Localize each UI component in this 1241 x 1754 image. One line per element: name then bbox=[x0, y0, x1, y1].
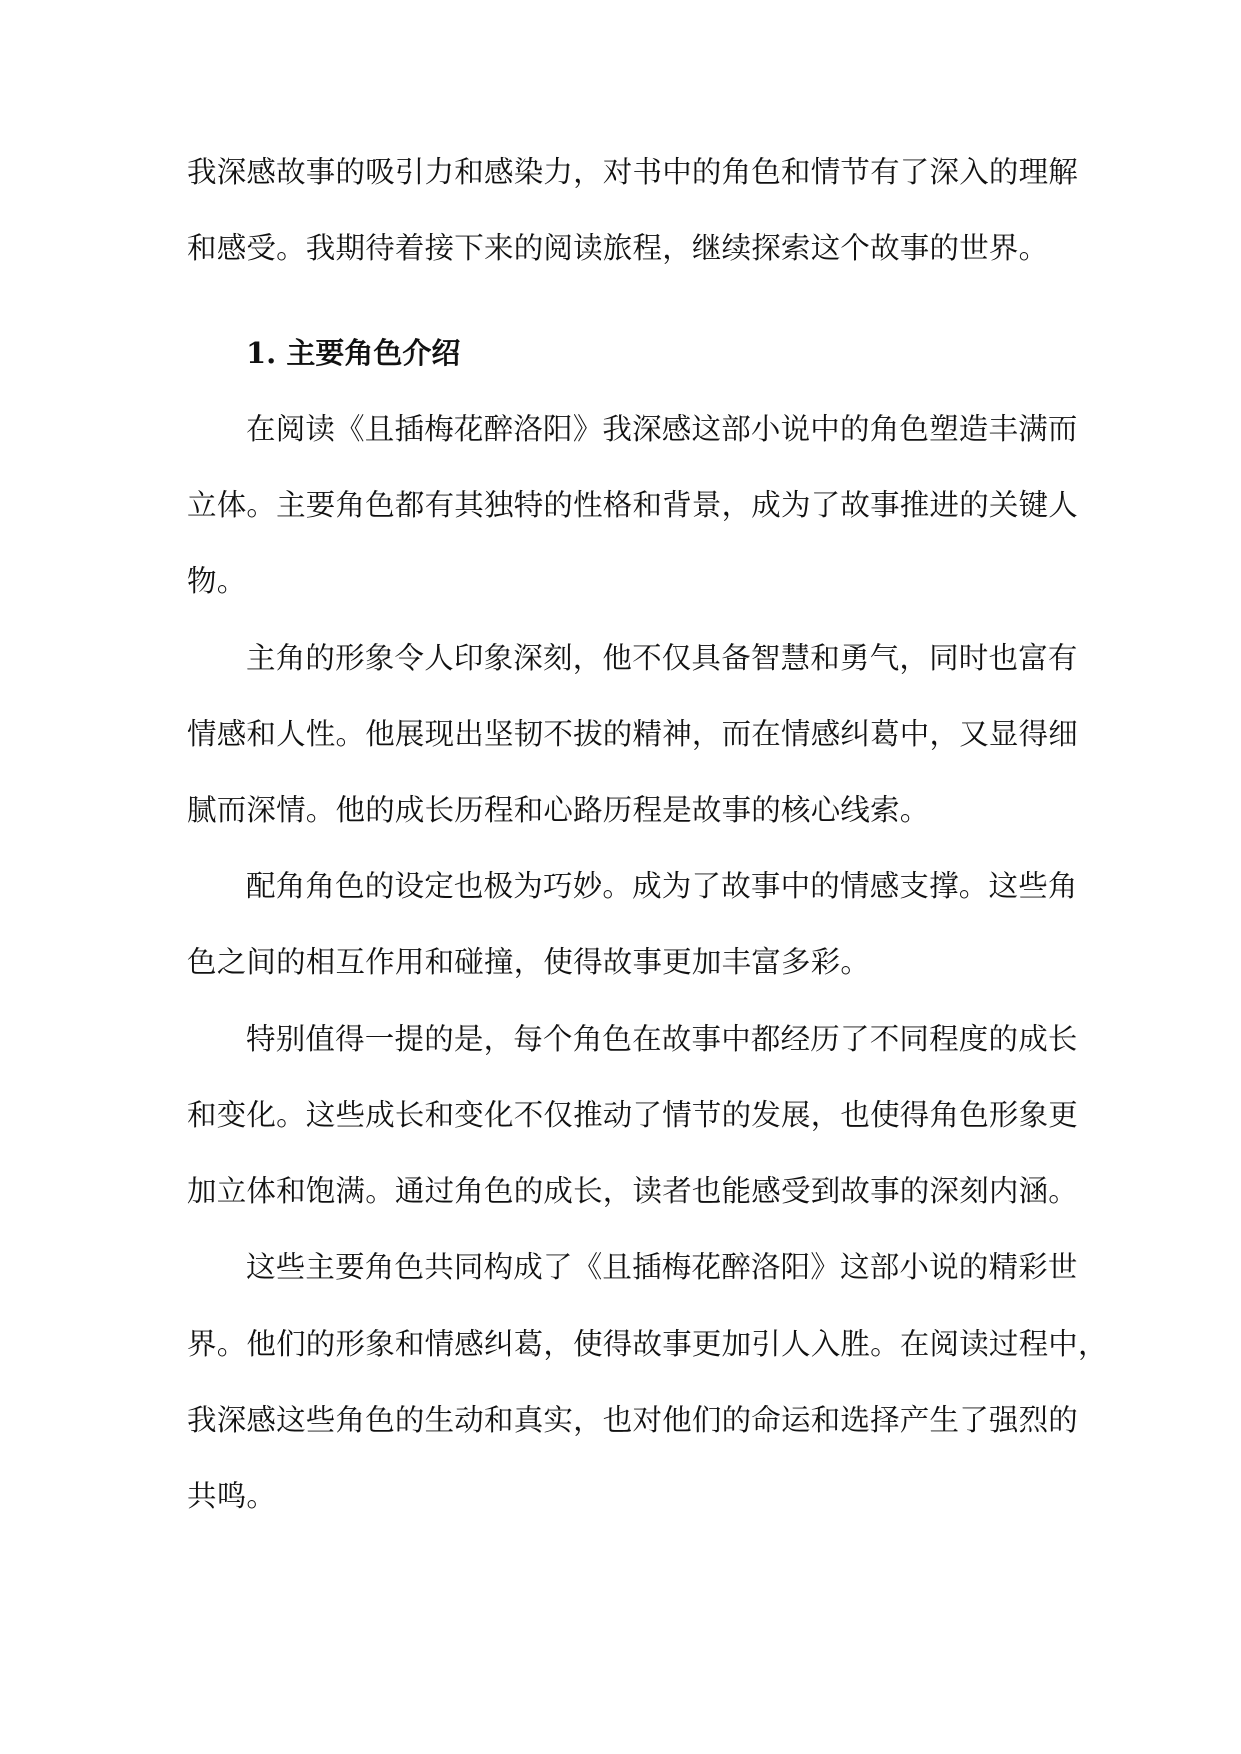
paragraph-line: 和感受。我期待着接下来的阅读旅程，继续探索这个故事的世界。 bbox=[187, 231, 1049, 265]
paragraph-line: 立体。主要角色都有其独特的性格和背景，成为了故事推进的关键人 bbox=[187, 488, 1079, 522]
paragraph-line: 在阅读《且插梅花醉洛阳》我深感这部小说中的角色塑造丰满而 bbox=[246, 412, 1078, 446]
paragraph-line: 加立体和饱满。通过角色的成长，读者也能感受到故事的深刻内涵。 bbox=[187, 1174, 1079, 1208]
paragraph-line: 主角的形象令人印象深刻，他不仅具备智慧和勇气，同时也富有 bbox=[246, 641, 1078, 675]
section-heading: 1. 主要角色介绍 bbox=[246, 336, 461, 370]
paragraph-line: 界。他们的形象和情感纠葛，使得故事更加引人入胜。在阅读过程中， bbox=[187, 1327, 1108, 1361]
paragraph-line: 我深感故事的吸引力和感染力，对书中的角色和情节有了深入的理解 bbox=[187, 155, 1079, 189]
paragraph-line: 这些主要角色共同构成了《且插梅花醉洛阳》这部小说的精彩世 bbox=[246, 1250, 1078, 1284]
paragraph-line: 和变化。这些成长和变化不仅推动了情节的发展，也使得角色形象更 bbox=[187, 1098, 1079, 1132]
paragraph-line: 物。 bbox=[187, 564, 247, 598]
paragraph-line: 情感和人性。他展现出坚韧不拔的精神，而在情感纠葛中，又显得细 bbox=[187, 717, 1079, 751]
paragraph-line: 腻而深情。他的成长历程和心路历程是故事的核心线索。 bbox=[187, 793, 930, 827]
paragraph-line: 配角角色的设定也极为巧妙。成为了故事中的情感支撑。这些角 bbox=[246, 869, 1078, 903]
paragraph-line: 色之间的相互作用和碰撞，使得故事更加丰富多彩。 bbox=[187, 945, 871, 979]
paragraph-line: 特别值得一提的是，每个角色在故事中都经历了不同程度的成长 bbox=[246, 1022, 1078, 1056]
paragraph-line: 我深感这些角色的生动和真实，也对他们的命运和选择产生了强烈的 bbox=[187, 1403, 1079, 1437]
paragraph-line: 共鸣。 bbox=[187, 1479, 277, 1513]
